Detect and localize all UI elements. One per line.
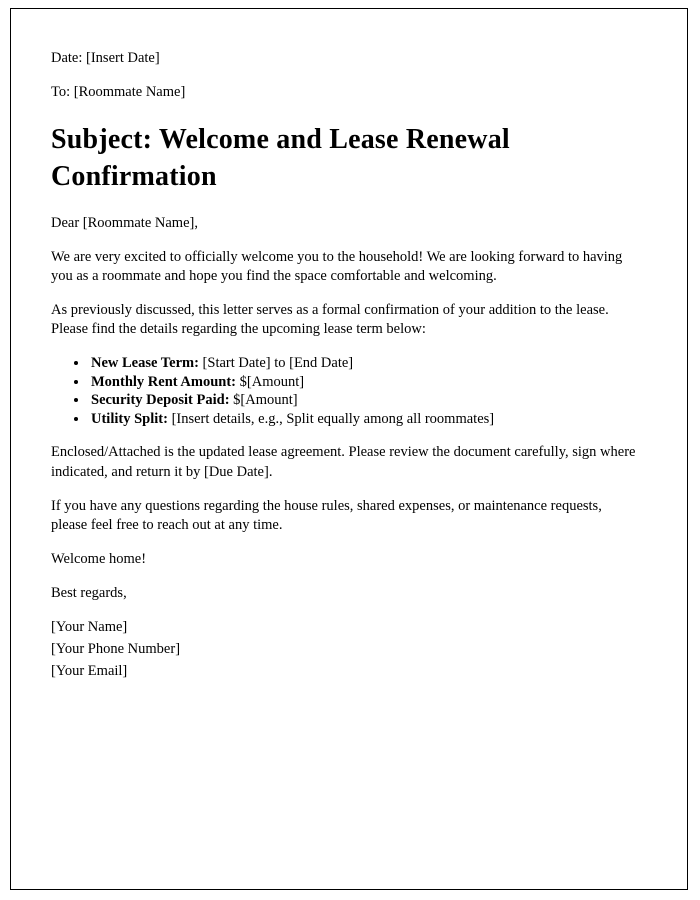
paragraph-intro: We are very excited to officially welcome you to the household! We are looking forward to having you as a roommate and hope you find the space comfortable and welcoming. bbox=[51, 248, 623, 284]
detail-security-deposit-value: $[Amount] bbox=[229, 392, 298, 409]
signature-email: [Your Email] bbox=[51, 662, 128, 679]
lease-details-list bbox=[51, 354, 641, 428]
signature-block bbox=[51, 618, 641, 681]
detail-lease-term-value: [Start Date] to [End Date] bbox=[198, 355, 354, 372]
paragraph-enclosure: Enclosed/Attached is the updated lease agreement. Please review the document carefully, sign where indicated, and return it by [Due Date]. bbox=[51, 444, 636, 480]
signature-name: [Your Name] bbox=[51, 619, 128, 636]
detail-security-deposit-label: Security Deposit Paid: bbox=[91, 392, 230, 409]
detail-security-deposit bbox=[89, 391, 641, 410]
detail-rent-amount-value: $[Amount] bbox=[236, 373, 305, 390]
salutation: Dear [Roommate Name], bbox=[51, 214, 198, 231]
detail-lease-term bbox=[89, 354, 641, 373]
paragraph-confirmation: As previously discussed, this letter serves as a formal confirmation of your addition to the lease. Please find the details regarding the upcoming lease term below: bbox=[51, 301, 609, 338]
detail-rent-amount bbox=[89, 373, 641, 392]
detail-rent-amount-label: Monthly Rent Amount: bbox=[91, 373, 237, 390]
detail-lease-term-label: New Lease Term: bbox=[91, 355, 199, 372]
welcome-line: Welcome home! bbox=[51, 550, 147, 567]
to-line: To: [Roommate Name] bbox=[51, 83, 186, 100]
detail-utility-split bbox=[89, 410, 641, 429]
signature-phone: [Your Phone Number] bbox=[51, 641, 181, 657]
paragraph-questions: If you have any questions regarding the house rules, shared expenses, or maintenance requests, please feel free to reach out at any time. bbox=[51, 497, 602, 533]
detail-utility-split-label: Utility Split: bbox=[91, 410, 168, 427]
detail-utility-split-value: [Insert details, e.g., Split equally among all roommates] bbox=[167, 410, 495, 427]
date-line: Date: [Insert Date] bbox=[51, 50, 160, 66]
subject-heading: Subject: Welcome and Lease Renewal Confirmation bbox=[51, 123, 510, 192]
closing-line: Best regards, bbox=[51, 585, 127, 602]
letter-sheet bbox=[10, 8, 688, 890]
